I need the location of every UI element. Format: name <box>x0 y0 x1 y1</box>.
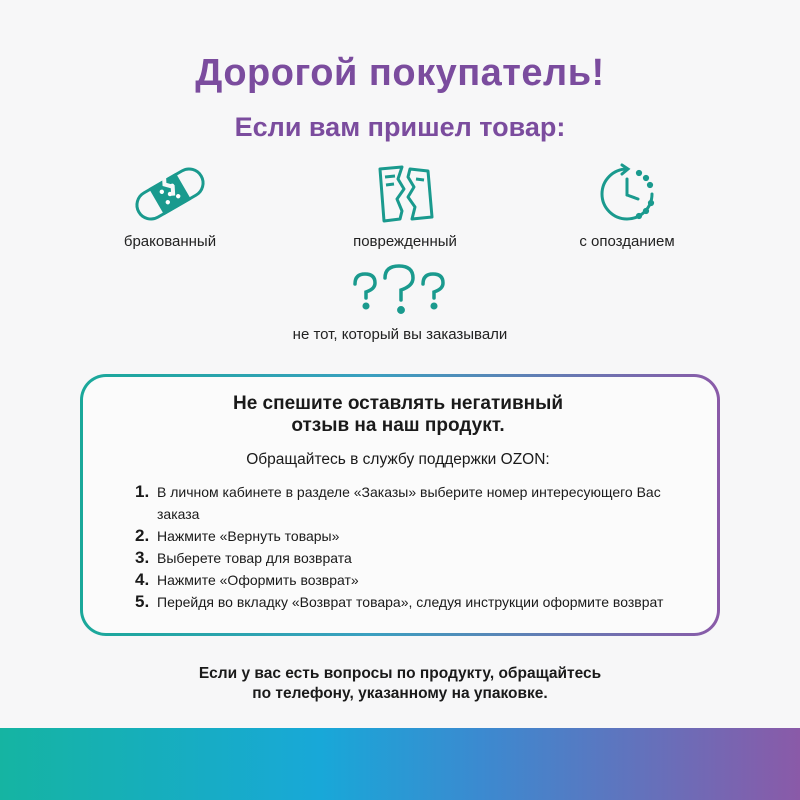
issue-label: бракованный <box>123 233 217 250</box>
list-item <box>135 547 681 569</box>
issue-damaged <box>330 163 480 250</box>
issue-label: с опозданием <box>579 233 675 250</box>
step-number: 4. <box>135 570 150 589</box>
step-number: 1. <box>135 482 150 501</box>
step-text: В личном кабинете в разделе «Заказы» выберите номер интересующего Вас заказа <box>157 484 661 522</box>
step-number: 3. <box>135 548 150 567</box>
torn-paper-icon <box>370 163 440 225</box>
footer-note: Если у вас есть вопросы по продукту, обращайтесь по телефону, указанному на упаковке. <box>198 665 602 702</box>
question-marks-icon <box>345 262 455 318</box>
step-text: Выберете товар для возврата <box>157 550 352 566</box>
page-subtitle: Если вам пришел товар: <box>234 112 566 142</box>
step-text: Перейдя во вкладку «Возврат товара», следуя инструкции оформите возврат <box>157 594 664 610</box>
list-item <box>135 525 681 547</box>
step-number: 2. <box>135 526 150 545</box>
issue-wrong-item <box>240 262 560 343</box>
step-text: Нажмите «Оформить возврат» <box>157 572 359 588</box>
list-item <box>135 569 681 591</box>
page-title: Дорогой покупатель! <box>195 52 605 94</box>
list-item <box>135 481 681 525</box>
bottom-gradient-bar <box>0 728 800 800</box>
issue-label: не тот, который вы заказывали <box>292 326 508 343</box>
step-number: 5. <box>135 592 150 611</box>
step-text: Нажмите «Вернуть товары» <box>157 528 340 544</box>
clock-icon <box>594 163 660 225</box>
card-subheading: Обращайтесь в службу поддержки OZON: <box>246 451 550 468</box>
bandage-icon <box>130 163 210 225</box>
issue-late <box>552 163 702 250</box>
steps-list <box>135 481 681 613</box>
list-item <box>135 591 681 613</box>
instruction-card <box>80 374 720 636</box>
issue-defective <box>95 163 245 250</box>
issue-label: поврежденный <box>353 233 457 250</box>
card-heading: Не спешите оставлять негативный отзыв на наш продукт. <box>232 393 564 436</box>
